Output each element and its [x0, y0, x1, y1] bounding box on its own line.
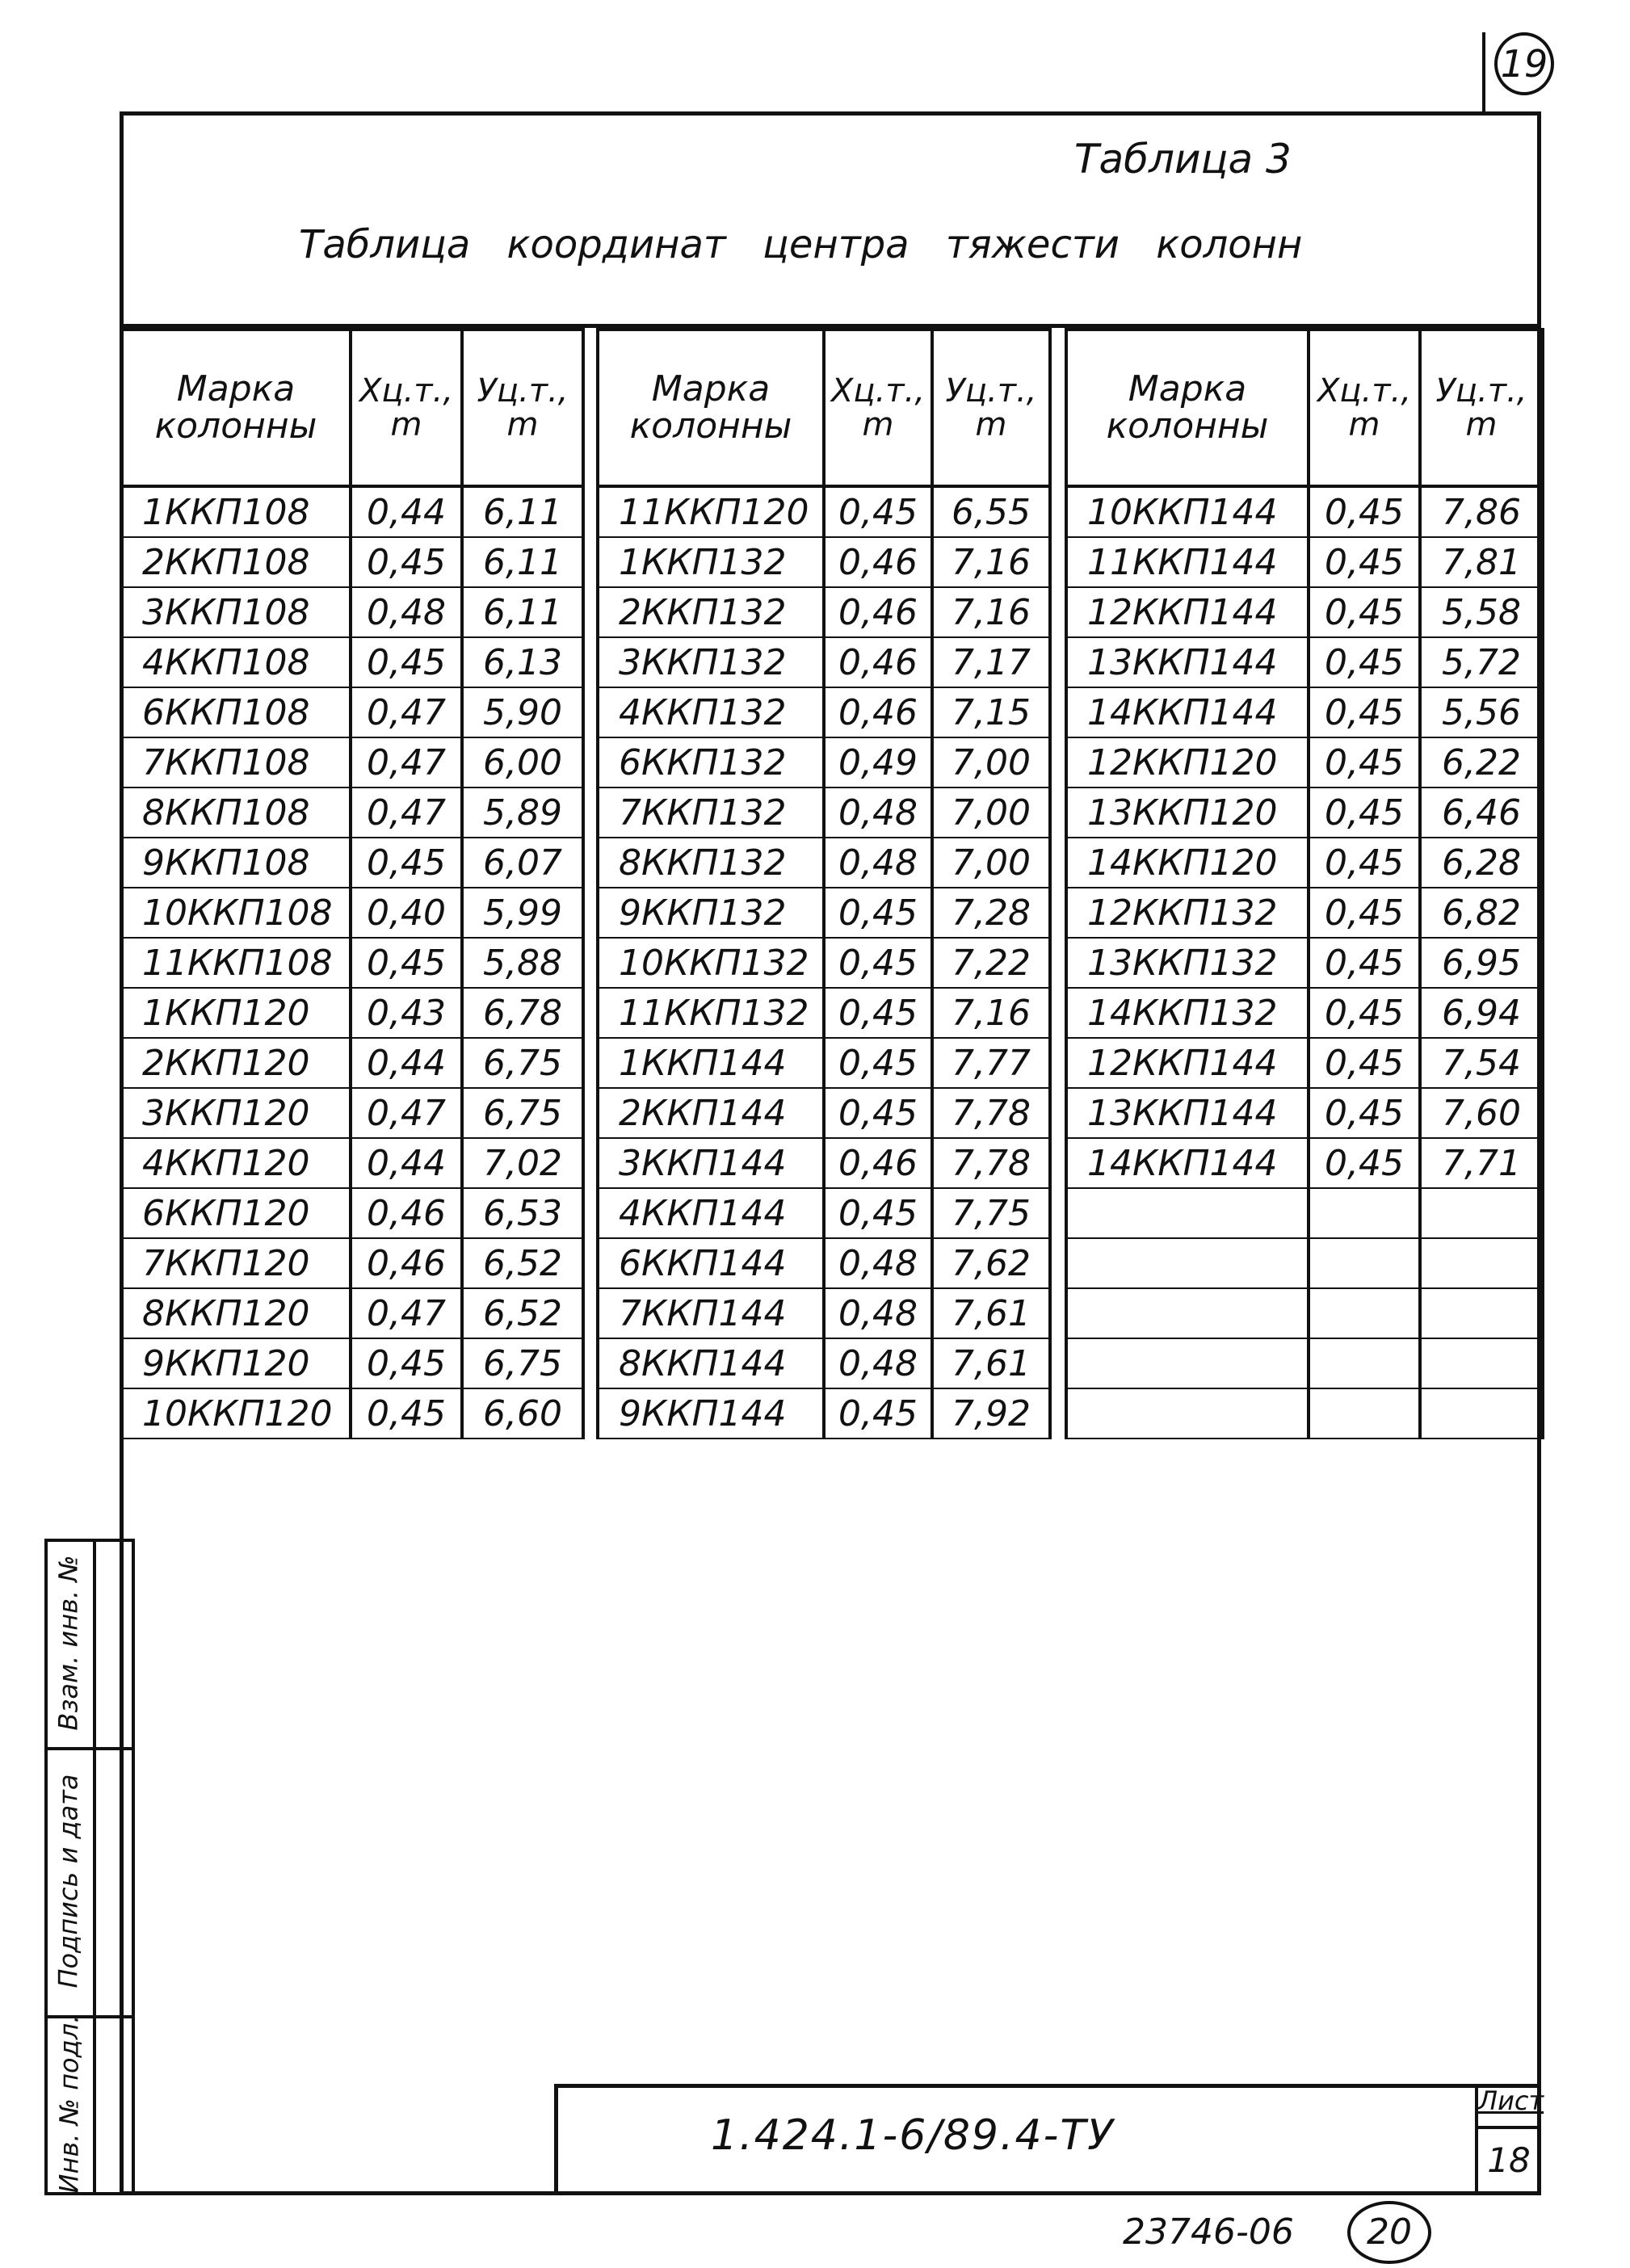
archive-number: 23746-06 — [1123, 2211, 1294, 2253]
cell-mark: 7ККП120 — [121, 1238, 351, 1288]
table-row — [121, 486, 583, 537]
cell-mark: 8ККП120 — [121, 1288, 351, 1338]
cell-y: 5,89 — [462, 788, 583, 838]
cell-mark: 13ККП120 — [1066, 788, 1309, 838]
cell-mark: 3ККП132 — [598, 637, 824, 687]
table-row — [121, 637, 583, 687]
table-row — [121, 737, 583, 788]
cell-y: 6,82 — [1420, 888, 1543, 938]
cell-y: 7,00 — [932, 788, 1050, 838]
margin-stamp-border — [132, 1539, 135, 2195]
cell-y: 6,78 — [462, 988, 583, 1038]
cell-y: 7,75 — [932, 1188, 1050, 1238]
cell-y: 7,54 — [1420, 1038, 1543, 1088]
cell-x: 0,47 — [351, 1288, 462, 1338]
cell-mark: 10ККП120 — [121, 1388, 351, 1438]
cell-y: 6,11 — [462, 587, 583, 637]
cell-mark: 8ККП132 — [598, 838, 824, 888]
cell-x: 0,44 — [351, 1038, 462, 1088]
cell-y: 7,62 — [932, 1238, 1050, 1288]
cell-x: 0,45 — [1309, 1088, 1420, 1138]
table-header-box — [120, 111, 1541, 328]
margin-stamp-divider — [93, 1539, 96, 2195]
cell-x: 0,45 — [824, 486, 932, 537]
cell-x: 0,48 — [824, 1238, 932, 1288]
cell-mark — [1066, 1338, 1309, 1388]
cell-mark: 11ККП132 — [598, 988, 824, 1038]
table-row — [1066, 637, 1543, 687]
cell-y: 6,94 — [1420, 988, 1543, 1038]
cell-x: 0,48 — [351, 587, 462, 637]
table-row — [1066, 687, 1543, 737]
table-row — [121, 1088, 583, 1138]
cell-x: 0,46 — [824, 637, 932, 687]
cell-mark: 3ККП108 — [121, 587, 351, 637]
table-row — [1066, 587, 1543, 637]
cell-mark — [1066, 1238, 1309, 1288]
table-row — [121, 1288, 583, 1338]
cell-mark: 3ККП120 — [121, 1088, 351, 1138]
sheet-divider — [1475, 2126, 1541, 2129]
cell-mark: 9ККП132 — [598, 888, 824, 938]
cell-y: 7,78 — [932, 1138, 1050, 1188]
cell-x: 0,45 — [351, 537, 462, 587]
table-row — [1066, 838, 1543, 888]
cell-x: 0,47 — [351, 788, 462, 838]
cell-x: 0,49 — [824, 737, 932, 788]
cell-y: 6,28 — [1420, 838, 1543, 888]
cell-x: 0,45 — [824, 1038, 932, 1088]
table-row — [1066, 988, 1543, 1038]
cell-y: 7,92 — [932, 1388, 1050, 1438]
cell-x: 0,45 — [1309, 687, 1420, 737]
table-row — [598, 587, 1050, 637]
cell-mark: 4ККП144 — [598, 1188, 824, 1238]
cell-x: 0,46 — [351, 1188, 462, 1238]
cell-mark: 9ККП120 — [121, 1338, 351, 1388]
cell-y — [1420, 1238, 1543, 1288]
cell-y: 7,61 — [932, 1288, 1050, 1338]
cell-y — [1420, 1188, 1543, 1238]
margin-stamp — [44, 1539, 135, 2195]
cell-y — [1420, 1338, 1543, 1388]
table-row — [598, 1238, 1050, 1288]
cell-mark: 4ККП132 — [598, 687, 824, 737]
cell-y: 6,52 — [462, 1288, 583, 1338]
cell-y: 7,16 — [932, 988, 1050, 1038]
cell-mark: 6ККП108 — [121, 687, 351, 737]
cell-x: 0,40 — [351, 888, 462, 938]
cell-y: 6,95 — [1420, 938, 1543, 988]
cell-mark: 9ККП108 — [121, 838, 351, 888]
cell-mark: 8ККП144 — [598, 1338, 824, 1388]
cell-y: 5,99 — [462, 888, 583, 938]
table-label: Таблица 3 — [1074, 136, 1292, 183]
table-row — [598, 687, 1050, 737]
table-header-row — [598, 330, 1050, 486]
table-row — [1066, 737, 1543, 788]
cell-x — [1309, 1338, 1420, 1388]
cell-mark: 14ККП144 — [1066, 1138, 1309, 1188]
cell-y: 6,07 — [462, 838, 583, 888]
cell-y: 7,00 — [932, 838, 1050, 888]
table-row — [121, 788, 583, 838]
cell-y — [1420, 1288, 1543, 1338]
table-row — [121, 988, 583, 1038]
cell-mark: 7ККП132 — [598, 788, 824, 838]
table-row — [598, 838, 1050, 888]
coordinates-table-panel-2 — [596, 328, 1052, 1439]
cell-mark: 13ККП144 — [1066, 637, 1309, 687]
table-row — [1066, 1188, 1543, 1238]
coordinates-table-panel-3 — [1065, 328, 1544, 1439]
table-row — [121, 1138, 583, 1188]
table-row — [1066, 486, 1543, 537]
cell-x: 0,44 — [351, 1138, 462, 1188]
cell-x: 0,46 — [351, 1238, 462, 1288]
cell-y: 7,16 — [932, 537, 1050, 587]
table-row — [598, 988, 1050, 1038]
cell-y: 6,75 — [462, 1038, 583, 1088]
cell-y: 7,28 — [932, 888, 1050, 938]
cell-x: 0,45 — [351, 1338, 462, 1388]
cell-x: 0,48 — [824, 838, 932, 888]
cell-mark: 1ККП144 — [598, 1038, 824, 1088]
cell-mark: 2ККП132 — [598, 587, 824, 637]
table-row — [598, 1038, 1050, 1088]
column-header-mark: Марка колонны — [1066, 330, 1309, 486]
column-header-y: Уц.т., m — [462, 330, 583, 486]
cell-y: 6,55 — [932, 486, 1050, 537]
cell-y: 7,60 — [1420, 1088, 1543, 1138]
cell-x: 0,46 — [824, 587, 932, 637]
cell-x: 0,43 — [351, 988, 462, 1038]
cell-x — [1309, 1188, 1420, 1238]
sheet-number: 18 — [1487, 2140, 1531, 2180]
table-row — [1066, 1138, 1543, 1188]
cell-y: 6,00 — [462, 737, 583, 788]
table-row — [598, 1088, 1050, 1138]
table-title: Таблица координат центра тяжести колонн — [299, 222, 1303, 267]
cell-mark: 1ККП108 — [121, 486, 351, 537]
cell-mark: 10ККП144 — [1066, 486, 1309, 537]
cell-mark: 11ККП108 — [121, 938, 351, 988]
cell-x — [1309, 1238, 1420, 1288]
cell-mark: 1ККП120 — [121, 988, 351, 1038]
page-number: 19 — [1494, 32, 1554, 95]
cell-mark: 13ККП144 — [1066, 1088, 1309, 1138]
cell-x: 0,45 — [1309, 486, 1420, 537]
cell-y: 5,58 — [1420, 587, 1543, 637]
cell-x: 0,44 — [351, 486, 462, 537]
cell-x: 0,45 — [1309, 838, 1420, 888]
table-row — [1066, 888, 1543, 938]
cell-x: 0,48 — [824, 1338, 932, 1388]
cell-y: 7,15 — [932, 687, 1050, 737]
table-row — [121, 888, 583, 938]
table-row — [121, 1038, 583, 1088]
sheet-label: Лист — [1478, 2085, 1544, 2116]
cell-y: 7,86 — [1420, 486, 1543, 537]
page-number-rule — [1482, 32, 1485, 113]
cell-mark: 2ККП120 — [121, 1038, 351, 1088]
table-row — [1066, 938, 1543, 988]
cell-mark: 1ККП132 — [598, 537, 824, 587]
cell-mark: 12ККП144 — [1066, 587, 1309, 637]
cell-mark: 10ККП108 — [121, 888, 351, 938]
table-row — [598, 1188, 1050, 1238]
table-row — [121, 687, 583, 737]
cell-x — [1309, 1388, 1420, 1438]
table-row — [121, 1188, 583, 1238]
cell-mark: 8ККП108 — [121, 788, 351, 838]
cell-x: 0,45 — [824, 988, 932, 1038]
table-row — [1066, 1088, 1543, 1138]
cell-mark: 14ККП120 — [1066, 838, 1309, 888]
cell-y: 6,22 — [1420, 737, 1543, 788]
cell-y: 5,56 — [1420, 687, 1543, 737]
cell-y: 6,11 — [462, 537, 583, 587]
column-header-x: Хц.т., m — [1309, 330, 1420, 486]
cell-x: 0,45 — [351, 637, 462, 687]
cell-mark: 2ККП144 — [598, 1088, 824, 1138]
cell-y: 6,75 — [462, 1088, 583, 1138]
cell-x: 0,47 — [351, 737, 462, 788]
cell-mark: 4ККП120 — [121, 1138, 351, 1188]
column-header-mark: Марка колонны — [598, 330, 824, 486]
table-row — [1066, 1338, 1543, 1388]
cell-x: 0,45 — [824, 1088, 932, 1138]
cell-x: 0,45 — [1309, 737, 1420, 788]
cell-mark: 11ККП120 — [598, 486, 824, 537]
cell-x: 0,45 — [1309, 938, 1420, 988]
cell-mark: 4ККП108 — [121, 637, 351, 687]
table-row — [1066, 1238, 1543, 1288]
table-row — [598, 637, 1050, 687]
cell-x: 0,46 — [824, 537, 932, 587]
cell-mark: 6ККП132 — [598, 737, 824, 788]
table-row — [598, 788, 1050, 838]
cell-x: 0,45 — [1309, 587, 1420, 637]
cell-y: 7,17 — [932, 637, 1050, 687]
cell-mark: 6ККП120 — [121, 1188, 351, 1238]
cell-mark: 7ККП144 — [598, 1288, 824, 1338]
cell-y: 6,75 — [462, 1338, 583, 1388]
column-header-x: Хц.т., m — [824, 330, 932, 486]
column-header-y: Уц.т., m — [932, 330, 1050, 486]
cell-y: 7,61 — [932, 1338, 1050, 1388]
column-header-y: Уц.т., m — [1420, 330, 1543, 486]
cell-x: 0,45 — [351, 1388, 462, 1438]
table-row — [598, 1288, 1050, 1338]
cell-x: 0,48 — [824, 1288, 932, 1338]
cell-mark: 12ККП132 — [1066, 888, 1309, 938]
cell-x — [1309, 1288, 1420, 1338]
cell-x: 0,46 — [824, 687, 932, 737]
cell-x: 0,45 — [1309, 537, 1420, 587]
cell-x: 0,47 — [351, 687, 462, 737]
table-row — [598, 938, 1050, 988]
table-row — [598, 1388, 1050, 1438]
column-header-mark: Марка колонны — [121, 330, 351, 486]
cell-x: 0,45 — [1309, 1038, 1420, 1088]
cell-y: 7,00 — [932, 737, 1050, 788]
cell-x: 0,45 — [824, 938, 932, 988]
cell-x: 0,45 — [824, 888, 932, 938]
cell-y: 6,52 — [462, 1238, 583, 1288]
table-row — [121, 1388, 583, 1438]
table-row — [598, 1338, 1050, 1388]
cell-mark: 12ККП120 — [1066, 737, 1309, 788]
archive-page-number: 20 — [1347, 2201, 1431, 2264]
cell-mark: 9ККП144 — [598, 1388, 824, 1438]
cell-mark — [1066, 1288, 1309, 1338]
cell-y: 7,16 — [932, 587, 1050, 637]
cell-y: 6,13 — [462, 637, 583, 687]
cell-y: 5,88 — [462, 938, 583, 988]
cell-x: 0,45 — [824, 1188, 932, 1238]
cell-x: 0,45 — [824, 1388, 932, 1438]
cell-y — [1420, 1388, 1543, 1438]
table-row — [1066, 537, 1543, 587]
cell-y: 6,11 — [462, 486, 583, 537]
cell-x: 0,45 — [351, 838, 462, 888]
cell-mark: 12ККП144 — [1066, 1038, 1309, 1088]
cell-mark: 6ККП144 — [598, 1238, 824, 1288]
table-row — [121, 938, 583, 988]
cell-mark: 11ККП144 — [1066, 537, 1309, 587]
table-row — [121, 587, 583, 637]
cell-y: 6,46 — [1420, 788, 1543, 838]
cell-x: 0,47 — [351, 1088, 462, 1138]
cell-x: 0,45 — [1309, 637, 1420, 687]
cell-mark: 13ККП132 — [1066, 938, 1309, 988]
cell-y: 5,72 — [1420, 637, 1543, 687]
table-row — [598, 888, 1050, 938]
table-row — [121, 1238, 583, 1288]
stamp-replace-inv: Взам. инв. № — [53, 1555, 85, 1731]
stamp-signature-date: Подпись и дата — [53, 1774, 84, 1989]
cell-mark: 2ККП108 — [121, 537, 351, 587]
coordinates-table-panel-1 — [120, 328, 585, 1439]
cell-y: 5,90 — [462, 687, 583, 737]
table-row — [1066, 1038, 1543, 1088]
cell-y: 6,53 — [462, 1188, 583, 1238]
cell-x: 0,45 — [1309, 788, 1420, 838]
cell-x: 0,45 — [351, 938, 462, 988]
table-row — [598, 1138, 1050, 1188]
cell-y: 7,71 — [1420, 1138, 1543, 1188]
document-code: 1.424.1-6/89.4-ТУ — [711, 2111, 1115, 2160]
cell-mark: 14ККП132 — [1066, 988, 1309, 1038]
table-row — [1066, 1388, 1543, 1438]
table-row — [598, 486, 1050, 537]
cell-x: 0,46 — [824, 1138, 932, 1188]
table-row — [1066, 788, 1543, 838]
table-row — [598, 737, 1050, 788]
cell-mark — [1066, 1188, 1309, 1238]
cell-x: 0,48 — [824, 788, 932, 838]
table-row — [598, 537, 1050, 587]
cell-mark — [1066, 1388, 1309, 1438]
cell-y: 7,22 — [932, 938, 1050, 988]
cell-y: 6,60 — [462, 1388, 583, 1438]
cell-y: 7,81 — [1420, 537, 1543, 587]
stamp-inv-no: Инв. № подл. — [53, 2014, 85, 2193]
table-row — [1066, 1288, 1543, 1338]
cell-y: 7,77 — [932, 1038, 1050, 1088]
cell-y: 7,02 — [462, 1138, 583, 1188]
cell-x: 0,45 — [1309, 1138, 1420, 1188]
table-row — [121, 1338, 583, 1388]
table-header-row — [121, 330, 583, 486]
cell-x: 0,45 — [1309, 888, 1420, 938]
table-header-row — [1066, 330, 1543, 486]
cell-mark: 10ККП132 — [598, 938, 824, 988]
cell-mark: 7ККП108 — [121, 737, 351, 788]
table-row — [121, 838, 583, 888]
table-row — [121, 537, 583, 587]
cell-mark: 3ККП144 — [598, 1138, 824, 1188]
cell-y: 7,78 — [932, 1088, 1050, 1138]
cell-x: 0,45 — [1309, 988, 1420, 1038]
cell-mark: 14ККП144 — [1066, 687, 1309, 737]
column-header-x: Хц.т., m — [351, 330, 462, 486]
